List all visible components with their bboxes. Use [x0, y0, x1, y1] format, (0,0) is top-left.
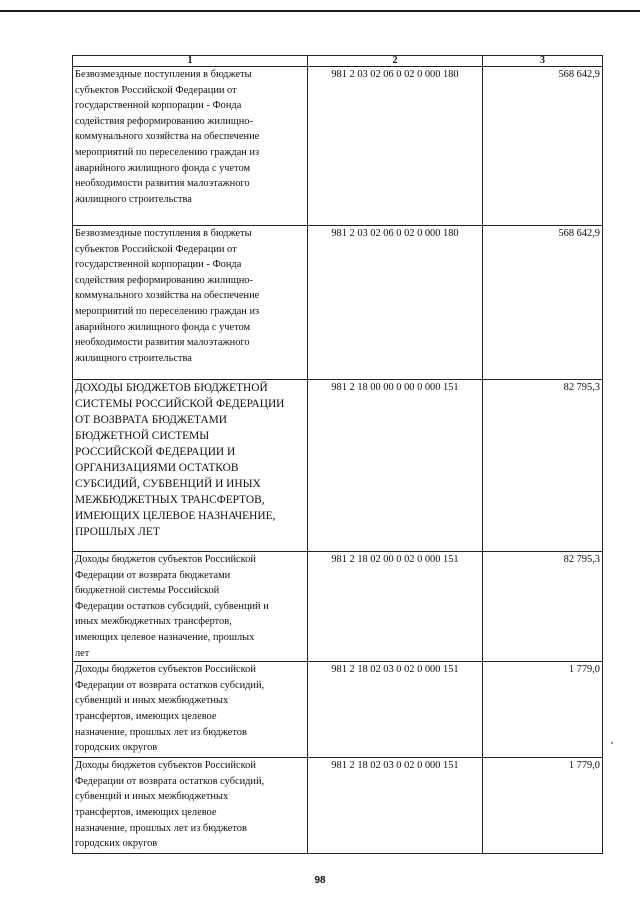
table-row — [73, 67, 603, 226]
table-row — [73, 552, 603, 662]
column-header-2: 2 — [308, 56, 483, 67]
scan-speck — [611, 742, 613, 744]
table-row — [73, 226, 603, 380]
table-row — [73, 758, 603, 854]
row-code-cell: 981 2 18 02 03 0 02 0 000 151 — [308, 758, 483, 854]
row-amount-cell: 82 795,3 — [483, 380, 603, 552]
row-name-cell: Безвозмездные поступления в бюджеты субъектов Российской Федерации от государственной корпорации - Фонда содействия реформированию жилищно- коммунального хозяйства на обеспечение мероприятий по переселению граждан из аварийного жилищного фонда с учетом необходимости развития малоэтажного жилищного строительства — [73, 226, 308, 380]
row-code-cell: 981 2 18 02 00 0 02 0 000 151 — [308, 552, 483, 662]
revenue-table — [72, 55, 603, 854]
row-code-cell: 981 2 03 02 06 0 02 0 000 180 — [308, 67, 483, 226]
row-name-cell: ДОХОДЫ БЮДЖЕТОВ БЮДЖЕТНОЙ СИСТЕМЫ РОССИЙСКОЙ ФЕДЕРАЦИИ ОТ ВОЗВРАТА БЮДЖЕТАМИ БЮДЖЕТНОЙ СИСТЕМЫ РОССИЙСКОЙ ФЕДЕРАЦИИ И ОРГАНИЗАЦИЯМИ ОСТАТКОВ СУБСИДИЙ, СУБВЕНЦИЙ И ИНЫХ МЕЖБЮДЖЕТНЫХ ТРАНСФЕРТОВ, ИМЕЮЩИХ ЦЕЛЕВОЕ НАЗНАЧЕНИЕ, ПРОШЛЫХ ЛЕТ — [73, 380, 308, 552]
page-number: 98 — [314, 875, 326, 886]
row-name-cell: Доходы бюджетов субъектов Российской Федерации от возврата остатков субсидий, субвенций и иных межбюджетных трансфертов, имеющих целевое назначение, прошлых лет из бюджетов городских округов — [73, 662, 308, 758]
row-name-cell: Доходы бюджетов субъектов Российской Федерации от возврата остатков субсидий, субвенций и иных межбюджетных трансфертов, имеющих целевое назначение, прошлых лет из бюджетов городских округов — [73, 758, 308, 854]
table-row — [73, 380, 603, 552]
table-row — [73, 662, 603, 758]
top-rule — [0, 10, 640, 12]
row-amount-cell: 82 795,3 — [483, 552, 603, 662]
row-amount-cell: 1 779,0 — [483, 758, 603, 854]
column-header-1: 1 — [73, 56, 308, 67]
row-amount-cell: 568 642,9 — [483, 67, 603, 226]
row-amount-cell: 1 779,0 — [483, 662, 603, 758]
row-code-cell: 981 2 03 02 06 0 02 0 000 180 — [308, 226, 483, 380]
table-header-row — [73, 56, 603, 67]
row-name-cell: Доходы бюджетов субъектов Российской Федерации от возврата бюджетами бюджетной системы Российской Федерации остатков субсидий, субвенций и иных межбюджетных трансфертов, имеющих целевое назначение, прошлых лет — [73, 552, 308, 662]
row-code-cell: 981 2 18 02 03 0 02 0 000 151 — [308, 662, 483, 758]
row-code-cell: 981 2 18 00 00 0 00 0 000 151 — [308, 380, 483, 552]
row-name-cell: Безвозмездные поступления в бюджеты субъектов Российской Федерации от государственной корпорации - Фонда содействия реформированию жилищно- коммунального хозяйства на обеспечение мероприятий по переселению граждан из аварийного жилищного фонда с учетом необходимости развития малоэтажного жилищного строительства — [73, 67, 308, 226]
column-header-3: 3 — [483, 56, 603, 67]
row-amount-cell: 568 642,9 — [483, 226, 603, 380]
